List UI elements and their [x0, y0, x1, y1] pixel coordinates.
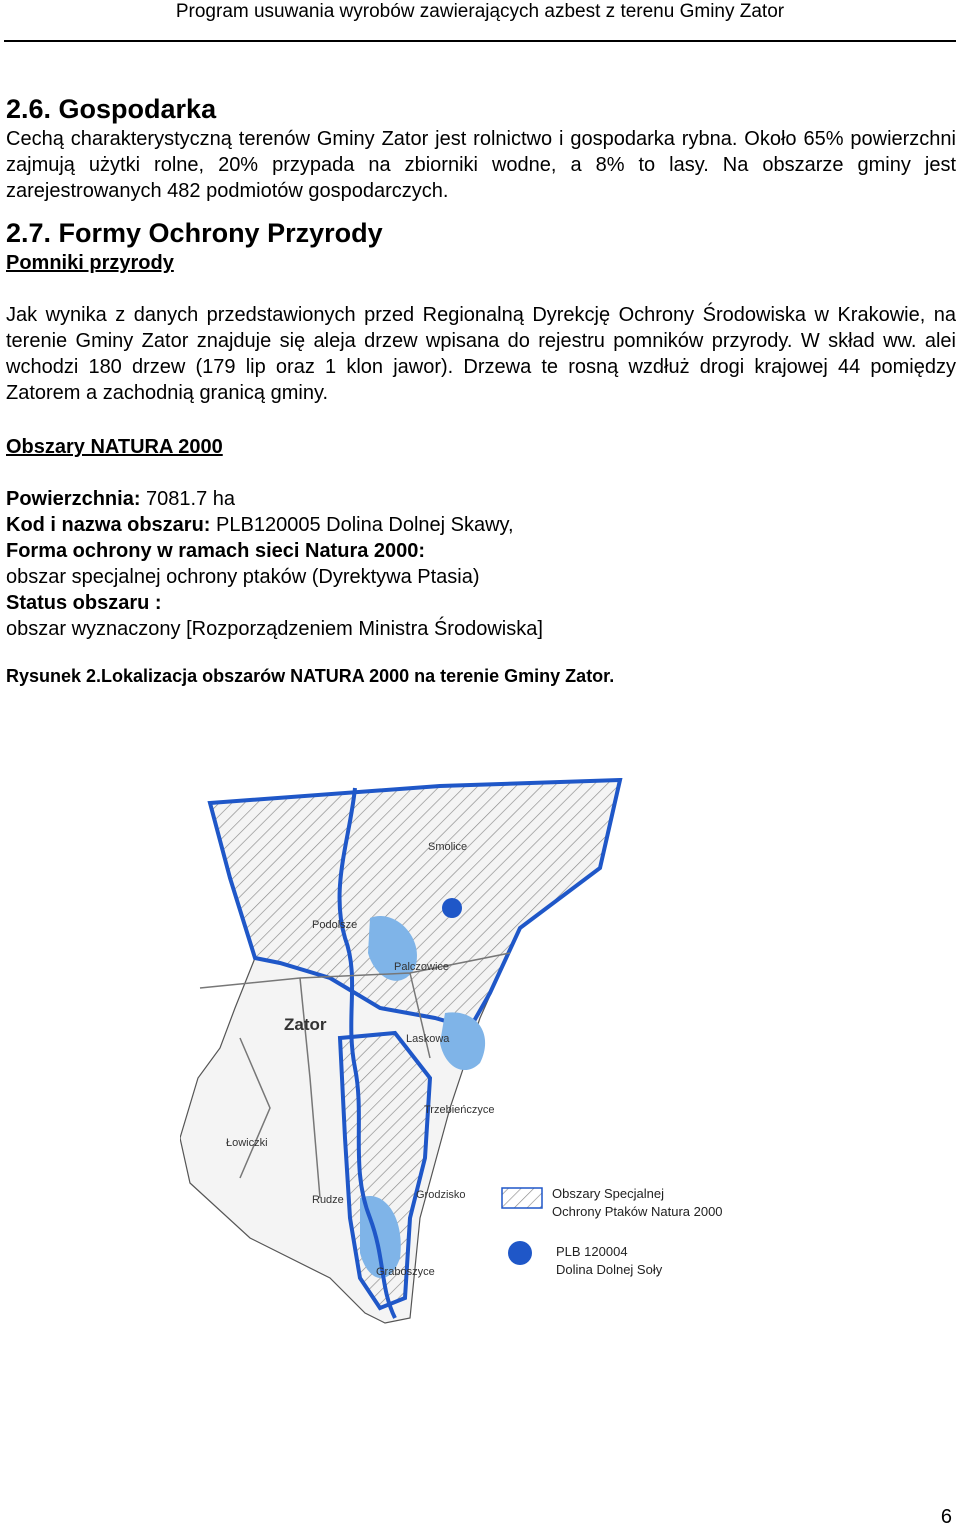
- form-value: obszar specjalnej ochrony ptaków (Dyrektywa Ptasia): [6, 566, 480, 588]
- code-value: PLB120005 Dolina Dolnej Skawy,: [210, 514, 514, 536]
- subheading-natura-2000: Obszary NATURA 2000: [6, 436, 223, 458]
- running-header: [0, 0, 960, 44]
- natura-2000-map: [180, 778, 780, 1358]
- place-label: Palczowice: [394, 961, 450, 973]
- site-dot-legend: [508, 1241, 532, 1265]
- status-label: Status obszaru :: [6, 592, 162, 614]
- running-title: Program usuwania wyrobów zawierających azbest z terenu Gminy Zator: [175, 1, 785, 22]
- place-label: Laskowa: [406, 1033, 450, 1045]
- place-label: Podolsze: [312, 919, 358, 931]
- area-label: Powierzchnia:: [6, 488, 141, 510]
- place-label: Grodzisko: [416, 1189, 466, 1201]
- figure-caption: Rysunek 2.Lokalizacja obszarów NATURA 2000 na terenie Gminy Zator.: [6, 666, 615, 686]
- legend-hatched-swatch: [502, 1188, 542, 1208]
- form-label: Forma ochrony w ramach sieci Natura 2000:: [6, 540, 426, 562]
- page-number: 6: [940, 1506, 952, 1528]
- section-heading-economy: 2.6. Gospodarka: [6, 94, 217, 124]
- header-rule: [4, 40, 956, 42]
- economy-paragraph: Cechą charakterystyczną terenów Gminy Zator jest rolnictwo i gospodarka rybna. Około 65% powierzchni zajmują użytki rolne, 20% przypada na zbiorniki wodne, a 8% to lasy. Na obszarze gminy jest zarejestrowanych 482 podmiotów gospodarczych.: [6, 128, 956, 202]
- place-label: Smolice: [428, 841, 468, 853]
- site-dot-north: [442, 898, 462, 918]
- monuments-paragraph: Jak wynika z danych przedstawionych przed Regionalną Dyrekcję Ochrony Środowiska w Krakowie, na terenie Gminy Zator znajduje się aleja drzew wpisana do rejestru pomników przyrody. W skład ww. alei wchodzi 180 drzew (179 lip oraz 1 klon jawor). Drzewa te rosną wzdłuż drogi krajowej 44 pomiędzy Zatorem a zachodnią granicą gminy.: [6, 304, 956, 404]
- status-value: obszar wyznaczony [Rozporządzeniem Ministra Środowiska]: [6, 618, 543, 640]
- area-line: [6, 486, 956, 512]
- legend-dot-label-2: Dolina Dolnej Soły: [556, 1262, 663, 1277]
- place-label: Graboszyce: [376, 1266, 435, 1278]
- document-body: [6, 92, 956, 688]
- legend-hatched-label-2: Ochrony Ptaków Natura 2000: [552, 1204, 723, 1219]
- place-label: Trzebieńczyce: [424, 1104, 495, 1116]
- section-heading-nature-protection: 2.7. Formy Ochrony Przyrody: [6, 218, 383, 248]
- place-label: Łowiczki: [226, 1137, 268, 1149]
- map-graphic: [180, 778, 780, 1358]
- place-label: Zator: [284, 1015, 327, 1034]
- legend-dot-label-1: PLB 120004: [556, 1244, 628, 1259]
- map-legend: [502, 1186, 723, 1277]
- area-value: 7081.7 ha: [140, 488, 236, 510]
- subheading-natural-monuments: Pomniki przyrody: [6, 252, 174, 274]
- legend-hatched-label-1: Obszary Specjalnej: [552, 1186, 664, 1201]
- code-label: Kod i nazwa obszaru:: [6, 514, 211, 536]
- code-line: [6, 512, 956, 538]
- place-label: Rudze: [312, 1194, 344, 1206]
